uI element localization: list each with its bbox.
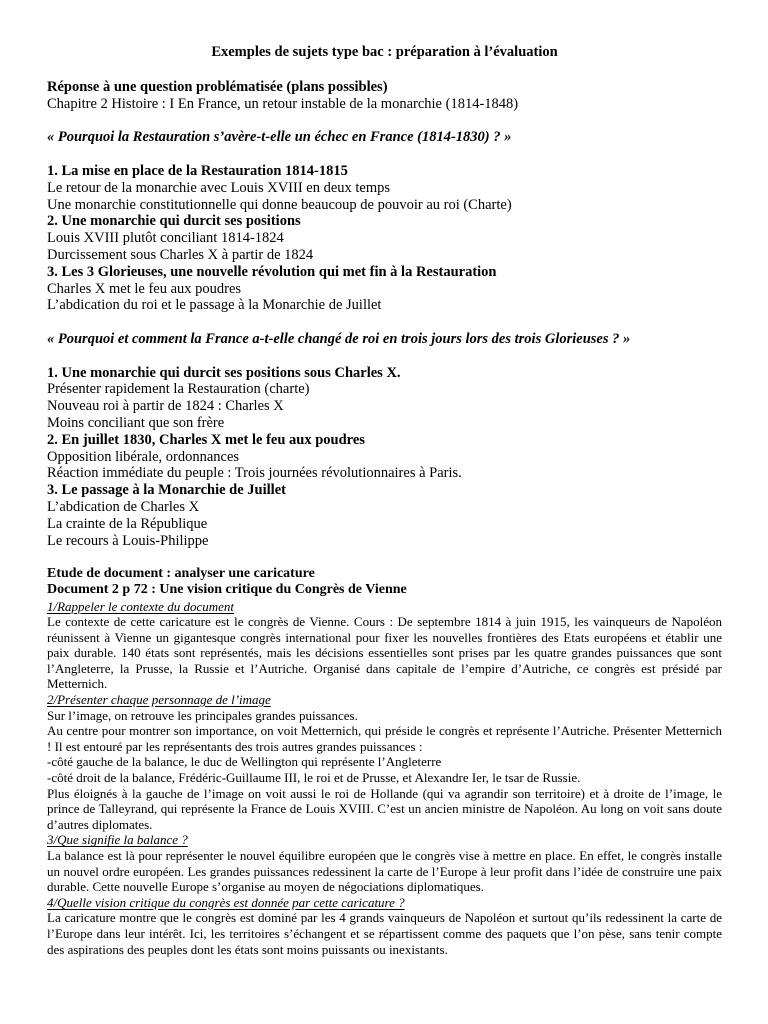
plan-line: L’abdication du roi et le passage à la Monarchie de Juillet xyxy=(47,297,382,314)
plan-heading: 2. En juillet 1830, Charles X met le feu aux poudres xyxy=(47,431,365,448)
spacer xyxy=(47,146,722,163)
subquestion-heading: 3/Que signifie la balance ? xyxy=(47,832,188,848)
plan-line: Opposition libérale, ordonnances xyxy=(47,448,240,465)
plan-line: Le retour de la monarchie avec Louis XVIII en deux temps xyxy=(47,179,391,196)
plan-line: Réaction immédiate du peuple : Trois journées révolutionnaires à Paris. xyxy=(47,465,462,482)
plan-line: La crainte de la République xyxy=(47,515,208,532)
plan-heading: 1. La mise en place de la Restauration 1814-1815 xyxy=(47,162,348,179)
part-question-problematisee xyxy=(47,79,722,566)
paragraph: La balance est là pour représenter le nouvel équilibre européen que le congrès vise à mettre en place. En effet, le congrès installe un nouvel ordre européen. Les grandes puissances redessinent la carte de l’Europe à leur profit dans l’idée de construire une paix durable. Cette nouvelle Europe s’organise au moyen de négociations diplomatiques. xyxy=(47,848,722,895)
plan-heading: 3. Les 3 Glorieuses, une nouvelle révolution qui met fin à la Restauration xyxy=(47,263,497,280)
plan-heading: 1. Une monarchie qui durcit ses positions sous Charles X. xyxy=(47,364,401,381)
subquestion-heading: 2/Présenter chaque personnage de l’image xyxy=(47,692,271,708)
document-page xyxy=(47,43,722,957)
subquestion-heading: 4/Quelle vision critique du congrès est donnée par cette caricature ? xyxy=(47,894,405,910)
plan-line: Durcissement sous Charles X à partir de 1824 xyxy=(47,246,314,263)
part-etude-document xyxy=(47,566,722,957)
section-heading: Réponse à une question problématisée (plans possibles) xyxy=(47,79,388,95)
paragraph: Au centre pour montrer son importance, on voit Metternich, qui préside le congrès et représente l’Autriche. Présenter Metternich ! Il est entouré par les représentants des trois autres grandes puissances : xyxy=(47,723,722,754)
paragraph: -côté gauche de la balance, le duc de Wellington qui représente l’Angleterre xyxy=(47,754,442,770)
plan-heading: 2. Une monarchie qui durcit ses positions xyxy=(47,213,301,230)
paragraph: La caricature montre que le congrès est dominé par les 4 grands vainqueurs de Napoléon et surtout qu’ils redessinent la carte de l’Europe dans leur intérêt. Ici, les territoires s’échangent et se répartissent comme des paquets que l’on pèse, sans tenir compte des aspirations des peuples dont les états sont moins puissants ou inexistants. xyxy=(47,910,722,957)
plan-line: Charles X met le feu aux poudres xyxy=(47,280,242,297)
plan-line: Le recours à Louis-Philippe xyxy=(47,532,209,549)
question-2: « Pourquoi et comment la France a-t-elle changé de roi en trois jours lors des trois Glorieuses ? » xyxy=(47,330,631,347)
page-title: Exemples de sujets type bac : préparation à l’évaluation xyxy=(211,44,558,60)
question-1: « Pourquoi la Restauration s’avère-t-elle un échec en France (1814-1830) ? » xyxy=(47,129,512,146)
plan-line: L’abdication de Charles X xyxy=(47,498,200,515)
section-heading: Etude de document : analyser une caricature xyxy=(47,566,315,582)
paragraph: -côté droit de la balance, Frédéric-Guillaume III, le roi et de Prusse, et Alexandre Ier, le tsar de Russie. xyxy=(47,770,581,786)
paragraph: Plus éloignés à la gauche de l’image on voit aussi le roi de Hollande (qui va agrandir son territoire) et à droite de l’image, le prince de Talleyrand, qui représente la France de Louis XVIII. C’est un ancien ministre de Napoléon. Au long on voit sans doute d’autres diplomates. xyxy=(47,785,722,832)
spacer xyxy=(47,348,722,365)
plan-line: Présenter rapidement la Restauration (charte) xyxy=(47,381,310,398)
plan-line: Une monarchie constitutionnelle qui donne beaucoup de pouvoir au roi (Charte) xyxy=(47,196,512,213)
paragraph: Le contexte de cette caricature est le congrès de Vienne. Cours : De septembre 1814 à juin 1915, les vainqueurs de Napoléon réunissent à Vienne un gigantesque congrès international pour fixer les nouvelles frontières des Etats européens et établir une paix durable. 140 états sont représentés, mais les décisions essentielles sont prises par les quatre grandes puissances que sont l’Angleterre, la Prusse, la Russie et l’Autriche. Organisé dans capitale de l’empire d’Autriche, ce congrès est présidé par Metternich. xyxy=(47,614,722,692)
plan-line: Nouveau roi à partir de 1824 : Charles X xyxy=(47,398,284,415)
subquestion-heading: 1/Rappeler le contexte du document xyxy=(47,598,234,614)
plan-heading: 3. Le passage à la Monarchie de Juillet xyxy=(47,482,286,499)
plan-line: Moins conciliant que son frère xyxy=(47,414,225,431)
spacer xyxy=(47,549,722,566)
plan-line: Louis XVIII plutôt conciliant 1814-1824 xyxy=(47,230,284,247)
chapter-line: Chapitre 2 Histoire : I En France, un retour instable de la monarchie (1814-1848) xyxy=(47,95,519,112)
spacer xyxy=(47,113,722,130)
spacer xyxy=(47,314,722,331)
document-heading: Document 2 p 72 : Une vision critique du Congrès de Vienne xyxy=(47,582,407,598)
paragraph: Sur l’image, on retrouve les principales grandes puissances. xyxy=(47,707,358,723)
